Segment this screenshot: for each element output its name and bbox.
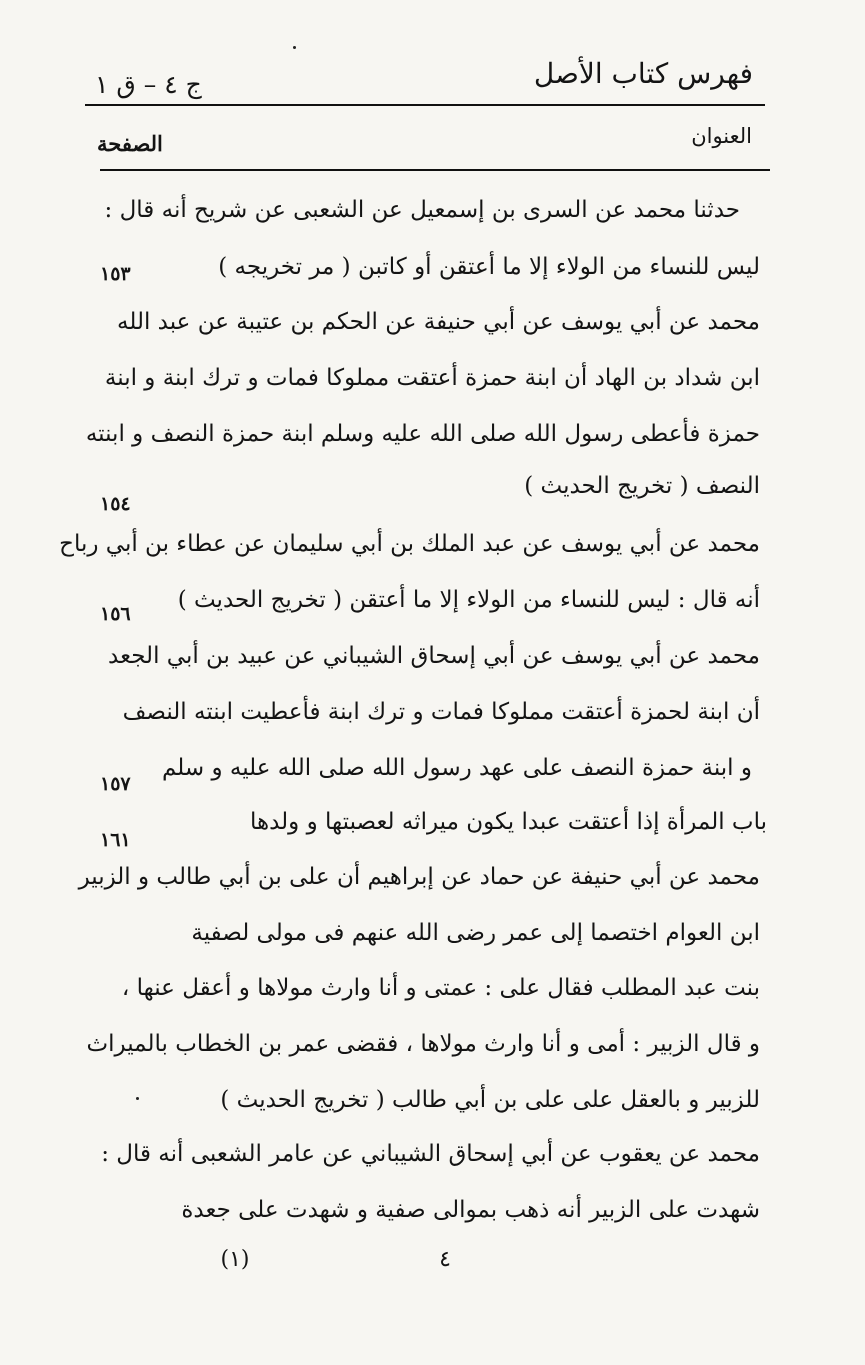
page-reference: ١٥٣ [100,263,131,285]
volume-part-label: ج ٤ – ق ١ [95,70,202,99]
text-line: شهدت على الزبير أنه ذهب بموالى صفية و شهدت على جعدة [181,1197,760,1223]
text-line: و قال الزبير : أمى و أنا وارث مولاها ، فقضى عمر بن الخطاب بالميراث [86,1031,760,1057]
signature-mark: (١) [220,1247,250,1272]
ink-speck [136,1097,139,1100]
column-heading-rule [100,169,770,171]
header-rule [85,104,765,106]
text-line: حمزة فأعطى رسول الله صلى الله عليه وسلم ابنة حمزة النصف و ابنته [85,421,760,447]
text-line: محمد عن أبي حنيفة عن حماد عن إبراهيم أن على بن أبي طالب و الزبير [78,864,760,890]
text-line: محمد عن أبي يوسف عن عبد الملك بن أبي سليمان عن عطاء بن أبي رباح [59,531,760,557]
column-heading-page: الصفحة [97,131,163,156]
chapter-heading: باب المرأة إذا أعتقت عبدا يكون ميراثه لعصبتها و ولدها [249,809,767,835]
text-line: حدثنا محمد عن السرى بن إسمعيل عن الشعبى عن شريح أنه قال : [104,197,740,223]
text-line: أنه قال : ليس للنساء من الولاء إلا ما أعتقن ( تخريج الحديث ) [177,587,760,613]
text-line: ابن شداد بن الهاد أن ابنة حمزة أعتقت مملوكا فمات و ترك ابنة و ابنة [104,365,760,391]
text-line: أن ابنة لحمزة أعتقت مملوكا فمات و ترك ابنة فأعطيت ابنته النصف [122,699,760,725]
text-line: ابن العوام اختصما إلى عمر رضى الله عنهم فى مولى لصفية [191,920,760,946]
page-reference: ١٥٤ [100,493,131,515]
text-line: محمد عن أبي يوسف عن أبي حنيفة عن الحكم بن عتيبة عن عبد الله [117,309,760,335]
page-reference: ١٥٧ [100,773,131,795]
text-line: النصف ( تخريج الحديث ) [524,473,760,499]
ink-speck [293,46,296,49]
text-line: بنت عبد المطلب فقال على : عمتى و أنا وارث مولاها و أعقل عنها ، [121,975,760,1001]
text-line: و ابنة حمزة النصف على عهد رسول الله صلى الله عليه و سلم [161,755,752,781]
page-number: ٤ [439,1247,451,1272]
book-index-title: فهرس كتاب الأصل [533,57,753,90]
page-reference: ١٥٦ [100,603,131,625]
text-line: محمد عن أبي يوسف عن أبي إسحاق الشيباني عن عبيد بن أبي الجعد [108,643,760,669]
text-line: ليس للنساء من الولاء إلا ما أعتقن أو كاتبن ( مر تخريجه ) [218,254,760,280]
page-reference: ١٦١ [100,829,131,851]
text-line: للزبير و بالعقل على على بن أبي طالب ( تخريج الحديث ) [220,1087,760,1113]
column-heading-title: العنوان [691,124,752,148]
text-line: محمد عن يعقوب عن أبي إسحاق الشيباني عن عامر الشعبى أنه قال : [101,1141,760,1167]
